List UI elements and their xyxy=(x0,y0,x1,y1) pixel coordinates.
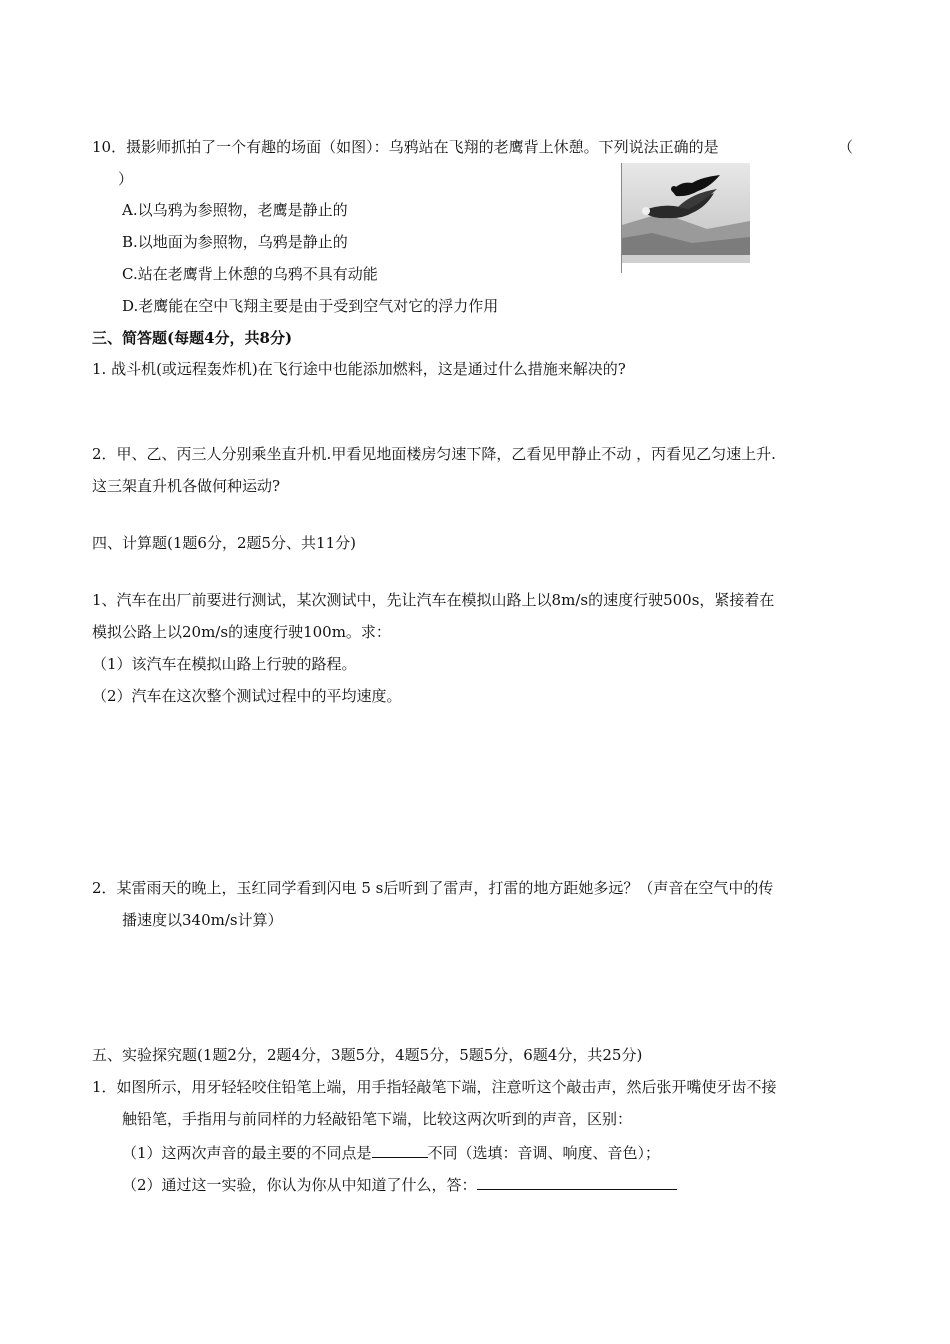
section5-q1-sub2 xyxy=(122,1173,677,1195)
section5-q1-line2: 触铅笔，手指用与前同样的力轻敲铅笔下端，比较这两次听到的声音，区别： xyxy=(122,1110,633,1128)
q10-paren-close: ） xyxy=(118,170,134,188)
answer-blank-2[interactable] xyxy=(477,1173,677,1190)
q10-option-d: D.老鹰能在空中飞翔主要是由于受到空气对它的浮力作用 xyxy=(122,297,499,315)
section4-title: 四、计算题(1题6分，2题5分、共11分) xyxy=(92,534,356,552)
section4-q2-line1: 2．某雷雨天的晚上，玉红同学看到闪电 5 s后听到了雷声，打雷的地方距她多远？（声音在空气中的传 xyxy=(92,879,774,897)
section3-q2-line1: 2．甲、乙、丙三人分别乘坐直升机.甲看见地面楼房匀速下降，乙看见甲静止不动 ，丙看见乙匀速上升. xyxy=(92,445,776,463)
section3-q2-line2: 这三架直升机各做何种运动? xyxy=(92,477,281,495)
q10-option-a: A.以乌鸦为参照物，老鹰是静止的 xyxy=(122,201,348,219)
section4-q1-sub1: （1）该汽车在模拟山路上行驶的路程。 xyxy=(92,655,357,673)
section5-q1-sub1-prefix: （1）这两次声音的最主要的不同点是 xyxy=(122,1144,372,1162)
section3-title: 三、简答题(每题4分，共8分) xyxy=(92,329,293,347)
answer-blank-1[interactable] xyxy=(372,1141,428,1158)
q10-stem: 10．摄影师抓拍了一个有趣的场面（如图）：乌鸦站在飞翔的老鹰背上休憩。下列说法正确的是 xyxy=(92,138,719,156)
section4-q1-line1: 1、汽车在出厂前要进行测试，某次测试中，先让汽车在模拟山路上以8m/s的速度行驶500s，紧接着在 xyxy=(92,591,775,609)
crow-eagle-illustration xyxy=(622,163,750,263)
section3-q1: 1. 战斗机(或远程轰炸机)在飞行途中也能添加燃料，这是通过什么措施来解决的? xyxy=(92,360,626,378)
section4-q2-line2: 播速度以340m/s计算） xyxy=(122,911,283,929)
section4-q1-sub2: （2）汽车在这次整个测试过程中的平均速度。 xyxy=(92,687,402,705)
section5-q1-sub1 xyxy=(122,1141,660,1163)
section5-q1-line1: 1．如图所示，用牙轻轻咬住铅笔上端，用手指轻敲笔下端，注意听这个敲击声，然后张开嘴使牙齿不接 xyxy=(92,1078,777,1096)
section5-title: 五、实验探究题(1题2分，2题4分，3题5分，4题5分，5题5分，6题4分，共25分) xyxy=(92,1046,643,1064)
section4-q1-line2: 模拟公路上以20m/s的速度行驶100m。求： xyxy=(92,623,391,641)
section5-q1-sub1-suffix: 不同（选填：音调、响度、音色）； xyxy=(427,1144,661,1162)
q10-paren-open: （ xyxy=(838,138,854,156)
crow-eagle-photo xyxy=(622,163,750,263)
section5-q1-sub2-text: （2）通过这一实验，你认为你从中知道了什么，答： xyxy=(122,1176,477,1194)
q10-option-c: C.站在老鹰背上休憩的乌鸦不具有动能 xyxy=(122,265,378,283)
q10-option-b: B.以地面为参照物，乌鸦是静止的 xyxy=(122,233,348,251)
